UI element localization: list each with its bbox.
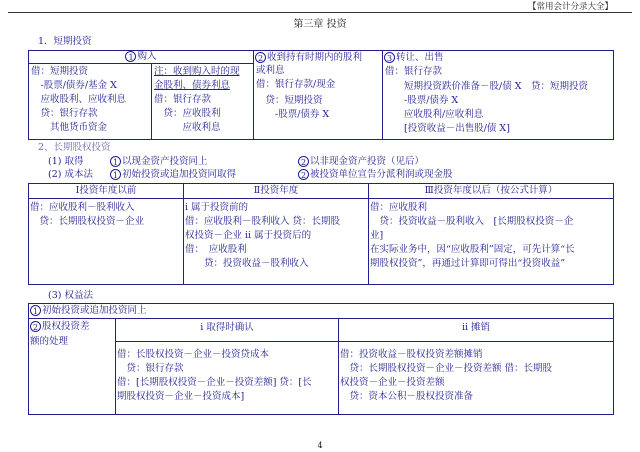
cost-method-label: (2) 成本法 [48,169,93,180]
purchase-note-line-4: 贷：应收股利 [154,108,221,119]
circled-3-icon: 3 [384,52,395,63]
purchase-note-line-1: 注：收到购入时的现 [154,66,240,77]
circled-2-icon: 2 [255,52,266,63]
equity-amortize-line-4: 贷：资本公积－股权投资准备 [340,391,474,402]
circled-2-icon: 2 [298,169,309,180]
equity-amortize-head: ii 摊销 [461,322,491,333]
equity-row-1 [28,303,614,319]
header-tag: 【常用会计分录大全】 [528,2,614,12]
circled-1-icon: 1 [30,305,41,316]
equity-header-rule [115,341,614,342]
purchase-note-line-2: 金股利、债券利息 [154,80,231,91]
circled-1-icon: 1 [110,156,121,167]
purchase-entry-cell [28,63,152,140]
purchase-line-2: -股票/债券/基金 X [31,80,117,91]
cost-method-initial: 1 初始投资或追加投资同取得 [110,169,236,181]
before-year-line-1: 借：应收股利－股利收入 [30,202,135,213]
after-year-line-4: 在实际业务中，因“应收股利”固定，可先计算“长 [370,244,575,255]
transfer-sale-cell [382,50,614,140]
dividend-header: 2 收到持有时期内的股利 [255,52,362,64]
purchase-header-cell [28,50,254,64]
purchase-header: 1 购入 [29,51,253,63]
header-rule [8,12,632,13]
equity-amortize-line-1: 借：投资收益－股权投资差额摊销 [340,349,483,360]
after-year-line-5: 期股权投资”，再通过计算即可得出“投资收益” [370,258,566,269]
equity-recognize-line-2: 贷：银行存款 [117,363,184,374]
transfer-line-1: 借：银行存款 [385,66,443,77]
equity-recognize-head: i 取得时确认 [200,322,254,333]
dividend-line-2: 贷：短期投资 [256,95,323,106]
invest-year-head: Ⅱ投资年度 [253,185,299,196]
invest-year-line-3: 权投资－企业 ii 属于投资后的 [185,230,312,241]
short-term-table [28,50,614,140]
invest-year-line-4: 借： 应收股利 [185,244,247,255]
dividend-line-3: -股票/债券 X [256,109,330,120]
transfer-line-3: -股票/债券 X [385,95,459,106]
purchase-note-line-5: 应收利息 [154,122,221,133]
equity-initial: 1 初始投资或追加投资同上 [30,305,147,317]
transfer-line-4: 应收股利/应收利息 [385,109,484,120]
purchase-note-cell [151,63,254,140]
acquire-cash: 1 以现金资产投资同上 [110,156,208,168]
cost-method-dividend: 2 被投资单位宣告分派利润或现金股 [298,169,453,181]
purchase-line-4: 贷：银行存款 [31,108,98,119]
circled-2-icon: 2 [30,321,41,332]
section-short-term-title: 1．短期投资 [38,36,92,47]
equity-recognize-line-4: 期股权投资－企业－投资成本] [117,391,245,402]
equity-recognize-line-3: 借：[长期股权投资－企业－投资差额] 贷：[长 [117,377,312,388]
equity-recognize-cell [115,318,339,415]
before-year-head: Ⅰ投资年度以前 [75,185,137,196]
acquire-noncash: 2 以非现金资产投资（见后） [298,156,424,168]
after-year-line-2: 贷：投资收益－股利收入 [长期股权投资－企 [370,216,574,227]
purchase-note-line-3: 借：银行存款 [154,94,212,105]
acquire-label: (1) 取得 [48,156,84,167]
purchase-line-1: 借：短期投资 [31,66,89,77]
transfer-line-2: 短期投资跌价准备－股/债 X 贷：短期投资 [385,81,588,92]
equity-method-table [28,303,614,415]
invest-year-line-2: 借：应收股利－股利收入 贷：长期股 [185,216,341,227]
before-year-line-2: 贷：长期股权投资－企业 [30,216,145,227]
dividend-header-2: 或利息 [256,65,285,76]
cost-table-header-rule [28,198,614,199]
equity-diff-label-2: 额的处理 [30,336,69,347]
page-number: 4 [317,441,323,450]
circled-1-icon: 1 [125,51,136,62]
equity-diff-label-1: 2 股权投资差 [30,321,90,333]
after-year-head: Ⅲ投资年度以后（按公式计算） [424,185,558,196]
transfer-line-5: [投资收益－出售股/债 X] [385,123,510,134]
after-year-line-1: 借：应收股利 [370,202,428,213]
section-long-term-title: 2、长期股权投资 [38,142,111,153]
equity-amortize-line-2: 贷：长期股权投资－企业－投资差额 借：长期股 [340,363,553,374]
purchase-line-3: 应收股利、应收利息 [31,94,127,105]
transfer-header: 3 转让、出售 [384,52,444,64]
invest-year-line-1: i 属于投资前的 [185,202,249,213]
equity-amortize-cell [338,318,614,415]
circled-1-icon: 1 [110,169,121,180]
after-year-line-3: 业] [370,230,384,241]
invest-year-line-5: 贷：投资收益－股利收入 [185,258,309,269]
equity-diff-label-cell [28,318,116,415]
equity-recognize-line-1: 借：长股权投资－企业－投资贷成本 [117,349,270,360]
equity-method-title: (3) 权益法 [48,290,93,301]
chapter-title: 第三章 投资 [293,19,347,30]
circled-2-icon: 2 [298,156,309,167]
dividend-received-cell [253,50,383,140]
equity-amortize-line-3: 权投资－企业－投资差额 [340,377,445,388]
dividend-line-1: 借：银行存款/现金 [256,79,336,90]
purchase-line-5: 其他货币资金 [31,122,108,133]
